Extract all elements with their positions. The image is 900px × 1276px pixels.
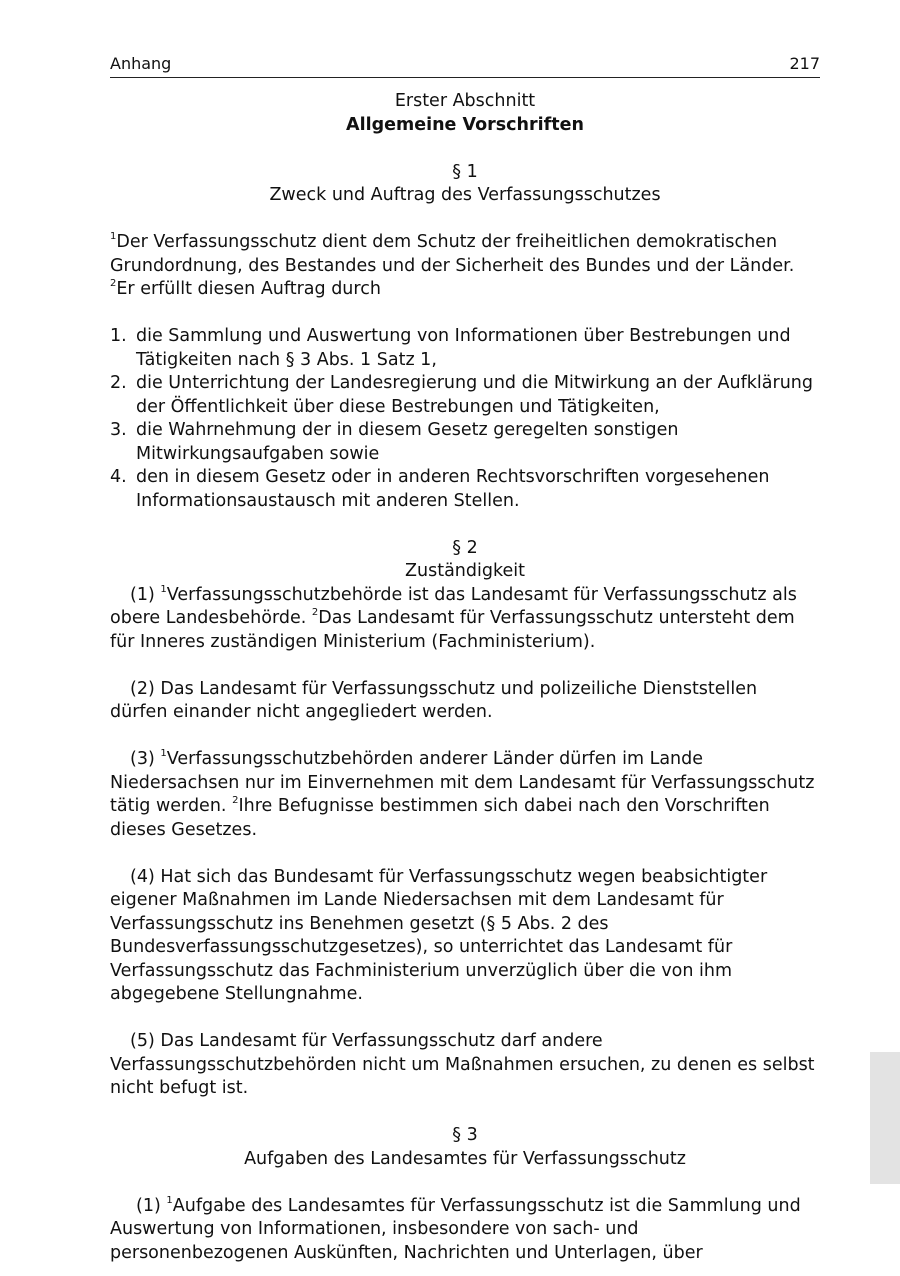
intro-sentence-1: Der Verfassungsschutz dient dem Schutz der freiheitlichen demokratischen Grundordnung, des Bestandes und der Sicherheit des Bundes und der Länder. xyxy=(110,232,795,276)
sentence-number: 2 xyxy=(311,607,319,619)
list-item-number: 4. xyxy=(110,467,127,487)
sentence-number: 2 xyxy=(232,795,239,807)
division-title: Allgemeine Vorschriften xyxy=(346,114,584,135)
subsection-1 xyxy=(110,584,820,655)
paragraph-intro xyxy=(110,231,820,302)
subsection-text: Das Landesamt für Verfassungsschutz darf andere Verfassungsschutzbehörden nicht um Maßnahmen ersuchen, zu denen es selbst nicht befugt ist. xyxy=(110,1031,815,1098)
task-list xyxy=(110,325,820,513)
paragraph-number: § 1 xyxy=(452,161,478,182)
subsection-label: (1) xyxy=(130,584,155,605)
subsection-text: Ihre Befugnisse bestimmen sich dabei nach den Vorschriften dieses Gesetzes. xyxy=(110,796,770,840)
subsection-2 xyxy=(110,678,820,725)
division-heading: Erster Abschnitt xyxy=(394,91,536,111)
paragraph-title: Zweck und Auftrag des Verfassungsschutzes xyxy=(269,185,661,205)
sentence-number: 1 xyxy=(166,1194,173,1206)
list-item xyxy=(110,419,820,466)
paragraph-title: Zuständigkeit xyxy=(405,561,525,581)
list-item xyxy=(110,372,820,419)
list-item-number: 2. xyxy=(110,373,127,393)
subsection-1 xyxy=(110,1195,820,1266)
subsection-5 xyxy=(110,1030,820,1101)
list-item-text: die Sammlung und Auswertung von Informationen über Bestrebungen und Tätigkeiten nach § 3 Abs. 1 Satz 1, xyxy=(136,326,791,370)
paragraph-1 xyxy=(110,161,820,514)
paragraph-number: § 2 xyxy=(452,537,478,558)
subsection-4 xyxy=(110,866,820,1007)
list-item xyxy=(110,466,820,513)
list-item-text: den in diesem Gesetz oder in anderen Rechtsvorschriften vorgesehenen Informationsaustausch mit anderen Stellen. xyxy=(136,467,770,511)
subsection-label: (4) xyxy=(130,866,155,887)
paragraph-3 xyxy=(110,1124,820,1265)
subsection-label: (2) xyxy=(130,678,155,699)
page-number: 217 xyxy=(789,54,820,73)
subsection-text: Verfassungsschutzbehörde ist das Landesamt für Verfassungsschutz als obere Landesbehörde. xyxy=(110,584,797,628)
paragraph-title: Aufgaben des Landesamtes für Verfassungsschutz xyxy=(244,1148,686,1169)
list-item-number: 3. xyxy=(110,420,127,440)
subsection-text: Verfassungsschutzbehörden anderer Länder dürfen im Lande Niedersachsen nur im Einvernehmen mit dem Landesamt für Verfassungsschutz tätig werden. xyxy=(110,749,815,816)
header-section-label: Anhang xyxy=(110,54,172,73)
intro-sentence-2: Er erfüllt diesen Auftrag durch xyxy=(116,279,381,299)
sentence-number: 2 xyxy=(110,278,117,290)
list-item-text: die Unterrichtung der Landesregierung und die Mitwirkung an der Aufklärung der Öffentlichkeit über diese Bestrebungen und Tätigkeiten, xyxy=(136,373,813,417)
subsection-text: Das Landesamt für Verfassungsschutz und polizeiliche Dienststellen dürfen einander nicht angegliedert werden. xyxy=(110,678,758,722)
thumb-index-tab xyxy=(870,1052,900,1184)
running-header xyxy=(110,53,820,78)
subsection-3 xyxy=(110,748,820,842)
subsection-label: (1) xyxy=(136,1195,161,1216)
subsection-text: Hat sich das Bundesamt für Verfassungsschutz wegen beabsichtigter eigener Maßnahmen im Lande Niedersachsen mit dem Landesamt für Verfassungsschutz ins Benehmen gesetzt (§ 5 Abs. 2 des Bundesverfassungsschutzgesetzes), so unterrichtet das Landesamt für Verfassungsschutz das Fachministerium unverzüglich über die von ihm abgegebene Stellungnahme. xyxy=(110,866,768,1004)
subsection-label: (5) xyxy=(130,1031,155,1051)
page-content xyxy=(110,90,820,1265)
list-item xyxy=(110,325,820,372)
subsection-label: (3) xyxy=(130,749,155,769)
sentence-number: 1 xyxy=(160,583,167,595)
sentence-number: 1 xyxy=(160,748,167,760)
list-item-number: 1. xyxy=(110,326,127,346)
subsection-text: Aufgabe des Landesamtes für Verfassungsschutz ist die Sammlung und Auswertung von Informationen, insbesondere von sach- und personenbezogenen Auskünften, Nachrichten und Unterlagen, über xyxy=(110,1195,801,1263)
paragraph-2 xyxy=(110,537,820,1101)
document-page xyxy=(110,0,820,1276)
list-item-text: die Wahrnehmung der in diesem Gesetz geregelten sonstigen Mitwirkungsaufgaben sowie xyxy=(136,420,679,464)
paragraph-number: § 3 xyxy=(452,1125,478,1145)
sentence-number: 1 xyxy=(110,231,117,243)
subsection-text: Das Landesamt für Verfassungsschutz untersteht dem für Inneres zuständigen Ministerium (Fachministerium). xyxy=(110,608,795,652)
